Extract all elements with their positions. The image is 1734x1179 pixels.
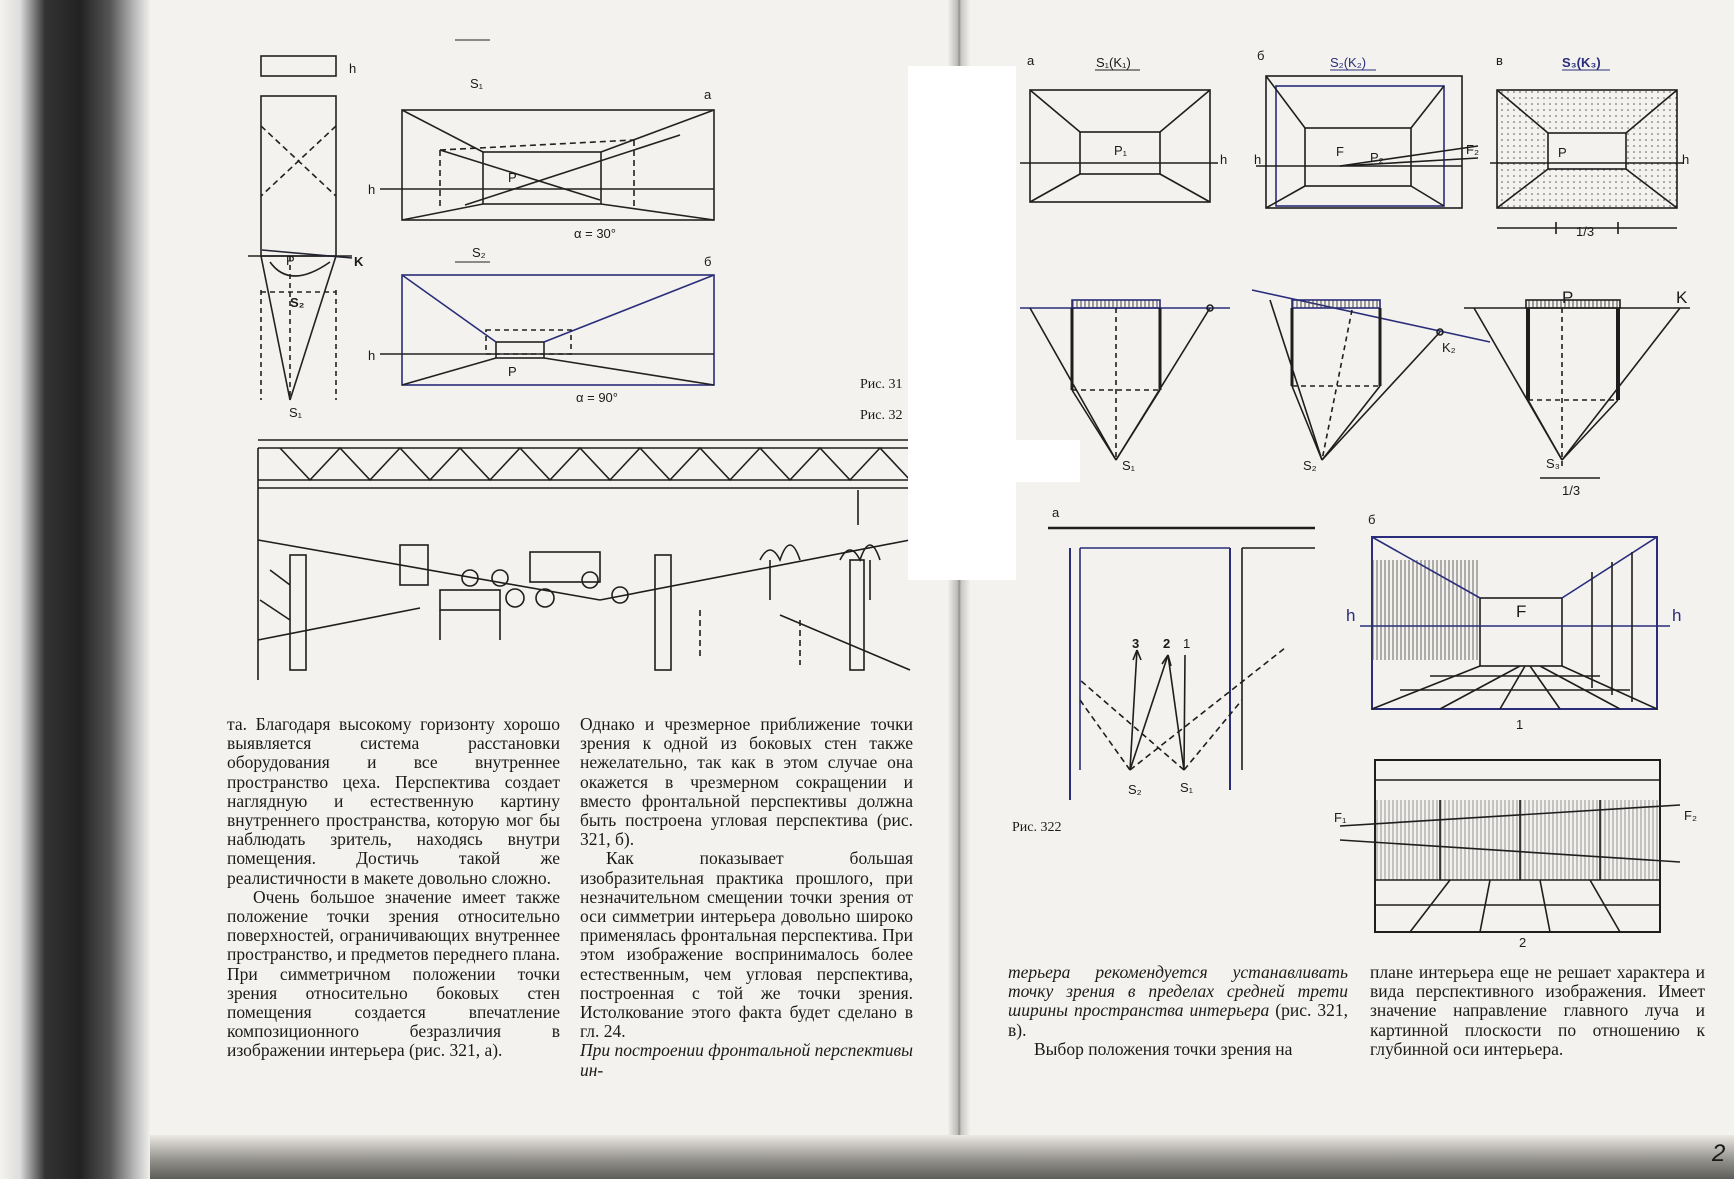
label-r-a2: а [1052,505,1060,520]
label-r-h2: h [1254,152,1262,167]
label-r-k2: K₂ [1442,340,1456,355]
label-p-b: P [508,364,517,379]
label-r-sa: S₁(K₁) [1096,55,1131,70]
label-h-top: h [349,61,357,76]
label-r-third2: 1/3 [1562,483,1581,498]
caption-fig-31: Рис. 31 [860,377,903,392]
label-s2-top: S₂ [472,245,486,260]
label-alpha-b: α = 90° [576,390,618,405]
right-col2-para1: плане интерьера еще не решает характера и вида перспективного изображения. Имеет значение направление главного луча и картинной плоскости по отношению к глубинной оси интерьера. [1370,962,1705,1059]
label-alpha-a: α = 30° [574,226,616,241]
left-col2-para3: При построении фронтальной перспективы ин- [580,1040,913,1080]
label-r-hr: h [1672,606,1682,625]
label-r-n3: 3 [1132,636,1140,651]
label-r-s3: S₃ [1546,456,1560,471]
label-s2-plan: S₂ [290,295,305,310]
label-r-b: б [1257,48,1265,63]
label-p-plan: P [286,253,295,268]
label-r-f1: F₁ [1334,810,1347,825]
label-r-sb: S₂(K₂) [1330,55,1367,70]
left-col1-para2: Очень большое значение имеет также положение точки зрения относительно поверхностей, ограничивающих внутреннее пространство, и предметов переднего плана. При симметричном положении точки зрения относительно боковых стен помещения создается впечатление композиционного безразличия в изображении интерьера (рис. 321, а). [227,886,560,1061]
label-r-a: а [1027,53,1035,68]
left-col1-para1: та. Благодаря высокому горизонту хорошо выявляется система расстановки оборудования и все внутреннее пространство цеха. Перспектива создает наглядную и естественную картину внутреннего пространства, которую мог бы наблюдать зритель, находясь внутри помещения. Достичь такой же реалистичности в макете довольно сложно. [227,714,560,888]
label-fig-a: а [704,87,712,102]
label-r-two: 2 [1519,935,1527,950]
caption-fig-322: Рис. 322 [1012,820,1062,835]
label-r-f2: F₂ [1466,142,1479,157]
label-r-s2: S₂ [1303,458,1317,473]
left-col2-para2: Как показывает большая изобразительная практика прошлого, при незначительном смещении точки зрения от оси симметрии интерьера довольно широко применялась фронтальная перспектива. При этом изображение воспринималось более естественным, чем угловая перспектива, построенная с той же точки зрения. Истолкование этого факта будет сделано в гл. 24. [580,848,913,1042]
label-fig-b: б [704,254,712,269]
label-r-sv: S₃(K₃) [1562,55,1601,70]
right-col1-italic: терьера рекомендуется устанавливать точку зрения в пределах средней трети ширины пространства интерьера [1008,962,1348,1021]
label-r-hl: h [1346,606,1356,625]
label-r-p2: P₂ [1370,150,1384,165]
label-r-n2: 2 [1163,636,1171,651]
label-h-a: h [368,182,376,197]
label-r-s1b: S₁ [1180,780,1194,795]
right-column-2 [1370,963,1705,1059]
label-k: K [354,254,364,269]
label-r-h3: h [1682,152,1690,167]
label-r-third: 1/3 [1576,224,1595,239]
label-r-s2b: S₂ [1128,782,1142,797]
caption-fig-32: Рис. 32 [860,408,903,423]
label-r-h1: h [1220,152,1228,167]
label-h-b: h [368,348,376,363]
label-r-f: F [1336,144,1344,159]
label-r-n1: 1 [1183,636,1191,651]
right-column-1 [1008,963,1348,1059]
right-col1-ref: (рис. 321, в). [1008,1000,1348,1040]
label-r-k-plan: K [1676,288,1688,307]
left-col2-para1: Однако и чрезмерное приближение точки зрения к одной из боковых стен также нежелательно, так как в этом случае она окажется в чрезмерном сокращении и вместо фронтальной перспективы должна быть построена угловая перспектива (рис. 321, б). [580,714,913,850]
right-col1-para2: Выбор положения точки зрения на [1034,1038,1293,1059]
right-col1-para1 [1008,963,1348,1040]
label-r-s1: S₁ [1122,458,1136,473]
label-r-v: в [1496,53,1503,68]
label-r-fc: F [1516,602,1527,621]
label-r-p-plan: P [1562,288,1574,307]
label-s1-plan: S₁ [289,405,303,420]
label-r-b2: б [1368,512,1376,527]
page-mark: 2 [1712,1140,1726,1167]
label-s1-top: S₁ [470,76,484,91]
label-r-p1: P₁ [1114,143,1128,158]
label-r-f2b: F₂ [1684,808,1697,823]
label-r-one: 1 [1516,717,1524,732]
label-p-a: P [508,170,517,185]
label-r-p3: P [1558,145,1567,160]
